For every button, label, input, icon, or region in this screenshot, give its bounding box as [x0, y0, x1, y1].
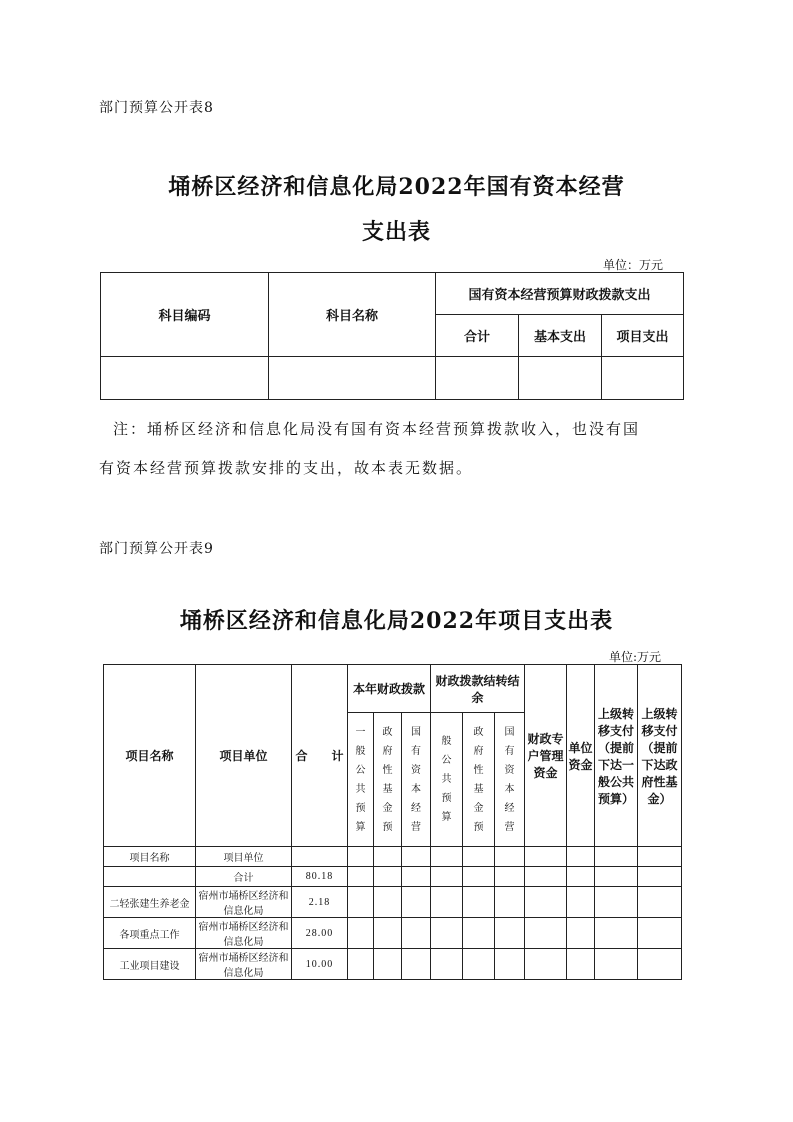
project-unit-cell: 宿州市埇桥区经济和信息化局 [196, 918, 292, 949]
header-gov-fund-budget: 政 府 性 基 金 预 [374, 713, 402, 847]
project-unit-cell: 项目单位 [196, 847, 292, 867]
empty-cell [374, 887, 402, 918]
table-row [104, 867, 682, 887]
table8-title-line2: 支出表 [361, 219, 431, 245]
empty-cell [519, 357, 602, 400]
empty-cell [463, 887, 495, 918]
project-name-cell: 工业项目建设 [104, 949, 196, 980]
total-cell: 80.18 [292, 867, 348, 887]
empty-cell [431, 887, 463, 918]
empty-cell [567, 847, 595, 867]
empty-cell [495, 949, 525, 980]
empty-cell [595, 949, 638, 980]
empty-cell [495, 847, 525, 867]
header-total: 合 计 [292, 665, 348, 847]
empty-cell [348, 949, 374, 980]
empty-cell [463, 867, 495, 887]
empty-cell [402, 867, 431, 887]
empty-cell [495, 867, 525, 887]
table8-title: 埇桥区经济和信息化局2022年国有资本经营 [168, 174, 625, 200]
table8 [100, 272, 684, 400]
table9-unit: 单位:万元 [609, 650, 662, 664]
empty-cell [431, 949, 463, 980]
header-transfer-fund: 上级转移支付（提前下达政府性基金） [638, 665, 682, 847]
header-current-year-allocation: 本年财政拨款 [348, 665, 431, 713]
empty-cell [348, 867, 374, 887]
header-carry-general-public: 般 公 共 预 算 [431, 713, 463, 847]
total-cell: 2.18 [292, 887, 348, 918]
header-special-account: 财政专户管理资金 [525, 665, 567, 847]
table9-label: 部门预算公开表9 [99, 541, 214, 557]
empty-cell [463, 847, 495, 867]
empty-cell [402, 918, 431, 949]
empty-cell [595, 847, 638, 867]
empty-cell [638, 887, 682, 918]
project-unit-cell: 合计 [196, 867, 292, 887]
empty-cell [525, 887, 567, 918]
header-carryover: 财政拨款结转结余 [431, 665, 525, 713]
header-unit-funds: 单位资金 [567, 665, 595, 847]
empty-cell [638, 867, 682, 887]
table-row [104, 887, 682, 918]
table8-note-line1: 注：埇桥区经济和信息化局没有国有资本经营预算拨款收入，也没有国 [113, 420, 641, 438]
empty-cell [495, 887, 525, 918]
header-total: 合计 [436, 315, 519, 357]
empty-cell [638, 847, 682, 867]
empty-cell [525, 867, 567, 887]
project-name-cell: 各项重点工作 [104, 918, 196, 949]
header-state-capital-group: 国有资本经营预算财政拨款支出 [436, 273, 684, 315]
project-name-cell [104, 867, 196, 887]
table9 [103, 664, 682, 980]
table-row [104, 847, 682, 867]
project-name-cell: 项目名称 [104, 847, 196, 867]
empty-cell [602, 357, 684, 400]
empty-cell [595, 918, 638, 949]
empty-cell [374, 867, 402, 887]
empty-cell [567, 949, 595, 980]
empty-cell [348, 918, 374, 949]
empty-cell [431, 867, 463, 887]
empty-cell [436, 357, 519, 400]
header-subject-code: 科目编码 [101, 273, 269, 357]
empty-cell [348, 887, 374, 918]
empty-cell [431, 918, 463, 949]
empty-cell [595, 867, 638, 887]
header-project-unit: 项目单位 [196, 665, 292, 847]
empty-cell [638, 918, 682, 949]
header-carry-gov-fund: 政 府 性 基 金 预 [463, 713, 495, 847]
project-name-cell: 二轻张建生养老金 [104, 887, 196, 918]
empty-cell [431, 847, 463, 867]
empty-cell [374, 949, 402, 980]
empty-cell [525, 918, 567, 949]
empty-cell [525, 847, 567, 867]
empty-cell [638, 949, 682, 980]
table-row [104, 949, 682, 980]
total-cell: 10.00 [292, 949, 348, 980]
empty-cell [495, 918, 525, 949]
empty-cell [101, 357, 269, 400]
table-row [104, 918, 682, 949]
table8-note-line2: 有资本经营预算拨款安排的支出，故本表无数据。 [99, 459, 474, 477]
total-cell: 28.00 [292, 918, 348, 949]
table8-label: 部门预算公开表8 [99, 100, 214, 116]
empty-cell [402, 949, 431, 980]
table8-unit: 单位：万元 [603, 258, 664, 272]
empty-cell [402, 847, 431, 867]
empty-cell [348, 847, 374, 867]
header-subject-name: 科目名称 [269, 273, 436, 357]
header-carry-state-capital: 国 有 资 本 经 营 [495, 713, 525, 847]
header-state-capital-budget: 国 有 资 本 经 营 [402, 713, 431, 847]
empty-cell [567, 867, 595, 887]
project-unit-cell: 宿州市埇桥区经济和信息化局 [196, 887, 292, 918]
empty-cell [269, 357, 436, 400]
header-basic: 基本支出 [519, 315, 602, 357]
header-transfer-general: 上级转移支付（提前下达一般公共预算） [595, 665, 638, 847]
empty-cell [374, 918, 402, 949]
empty-cell [463, 918, 495, 949]
header-project: 项目支出 [602, 315, 684, 357]
empty-cell [402, 887, 431, 918]
empty-cell [463, 949, 495, 980]
total-cell [292, 847, 348, 867]
empty-cell [567, 918, 595, 949]
table9-title: 埇桥区经济和信息化局2022年项目支出表 [179, 608, 614, 634]
project-unit-cell: 宿州市埇桥区经济和信息化局 [196, 949, 292, 980]
header-general-public-budget: 一 般 公 共 预 算 [348, 713, 374, 847]
empty-cell [525, 949, 567, 980]
empty-cell [595, 887, 638, 918]
empty-cell [567, 887, 595, 918]
header-project-name: 项目名称 [104, 665, 196, 847]
empty-cell [374, 847, 402, 867]
